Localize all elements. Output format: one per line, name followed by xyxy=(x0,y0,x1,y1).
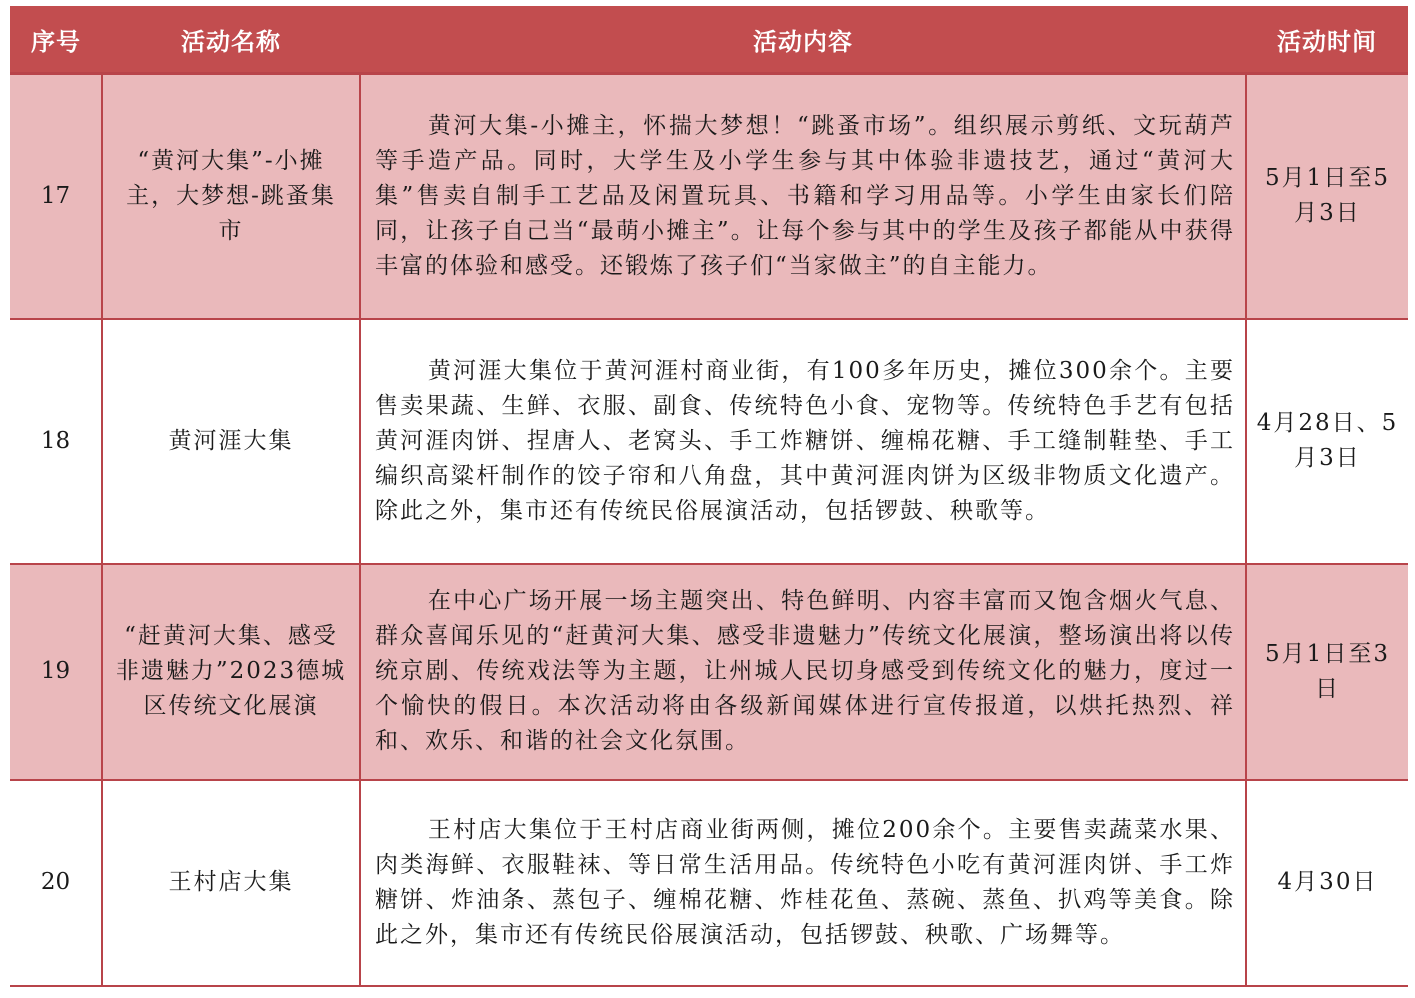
row-num: 17 xyxy=(10,74,102,319)
row-name: 黄河涯大集 xyxy=(102,319,360,564)
table-header-row xyxy=(10,6,1408,74)
table-row xyxy=(10,74,1408,319)
row-name: “黄河大集”-小摊主，大梦想-跳蚤集市 xyxy=(102,74,360,319)
row-time: 5月1日至3日 xyxy=(1246,564,1408,780)
row-content xyxy=(360,74,1246,319)
activity-table xyxy=(10,6,1408,987)
row-content-text: 在中心广场开展一场主题突出、特色鲜明、内容丰富而又饱含烟火气息、群众喜闻乐见的“赶黄河大集、感受非遗魅力”传统文化展演，整场演出将以传统京剧、传统戏法等为主题，让州城人民切身感受到传统文化的魅力，度过一个愉快的假日。本次活动将由各级新闻媒体进行宣传报道，以烘托热烈、祥和、欢乐、和谐的社会文化氛围。 xyxy=(375,588,1235,754)
row-num: 19 xyxy=(10,564,102,780)
row-content xyxy=(360,780,1246,986)
header-content: 活动内容 xyxy=(360,6,1246,74)
row-num: 18 xyxy=(10,319,102,564)
row-content xyxy=(360,319,1246,564)
row-name: 王村店大集 xyxy=(102,780,360,986)
activity-table-wrapper xyxy=(10,6,1408,987)
row-content-text: 王村店大集位于王村店商业街两侧，摊位200余个。主要售卖蔬菜水果、肉类海鲜、衣服鞋袜、等日常生活用品。传统特色小吃有黄河涯肉饼、手工炸糖饼、炸油条、蒸包子、缠棉花糖、炸桂花鱼、蒸碗、蒸鱼、扒鸡等美食。除此之外，集市还有传统民俗展演活动，包括锣鼓、秧歌、广场舞等。 xyxy=(375,816,1235,948)
row-num: 20 xyxy=(10,780,102,986)
row-content-text: 黄河大集-小摊主，怀揣大梦想！“跳蚤市场”。组织展示剪纸、文玩葫芦等手造产品。同时，大学生及小学生参与其中体验非遗技艺，通过“黄河大集”售卖自制手工艺品及闲置玩具、书籍和学习用品等。小学生由家长们陪同，让孩子自己当“最萌小摊主”。让每个参与其中的学生及孩子都能从中获得丰富的体验和感受。还锻炼了孩子们“当家做主”的自主能力。 xyxy=(375,112,1235,279)
row-content-text: 黄河涯大集位于黄河涯村商业街，有100多年历史，摊位300余个。主要售卖果蔬、生鲜、衣服、副食、传统特色小食、宠物等。传统特色手艺有包括黄河涯肉饼、捏唐人、老窝头、手工炸糖饼、缠棉花糖、手工缝制鞋垫、手工编织高粱杆制作的饺子帘和八角盘，其中黄河涯肉饼为区级非物质文化遗产。除此之外，集市还有传统民俗展演活动，包括锣鼓、秧歌等。 xyxy=(375,357,1235,524)
header-name: 活动名称 xyxy=(102,6,360,74)
row-time: 4月30日 xyxy=(1246,780,1408,986)
row-name: “赶黄河大集、感受非遗魅力”2023德城区传统文化展演 xyxy=(102,564,360,780)
row-content xyxy=(360,564,1246,780)
header-num: 序号 xyxy=(10,6,102,74)
table-row xyxy=(10,564,1408,780)
header-time: 活动时间 xyxy=(1246,6,1408,74)
row-time: 5月1日至5月3日 xyxy=(1246,74,1408,319)
table-row xyxy=(10,780,1408,986)
row-time: 4月28日、5月3日 xyxy=(1246,319,1408,564)
table-row xyxy=(10,319,1408,564)
